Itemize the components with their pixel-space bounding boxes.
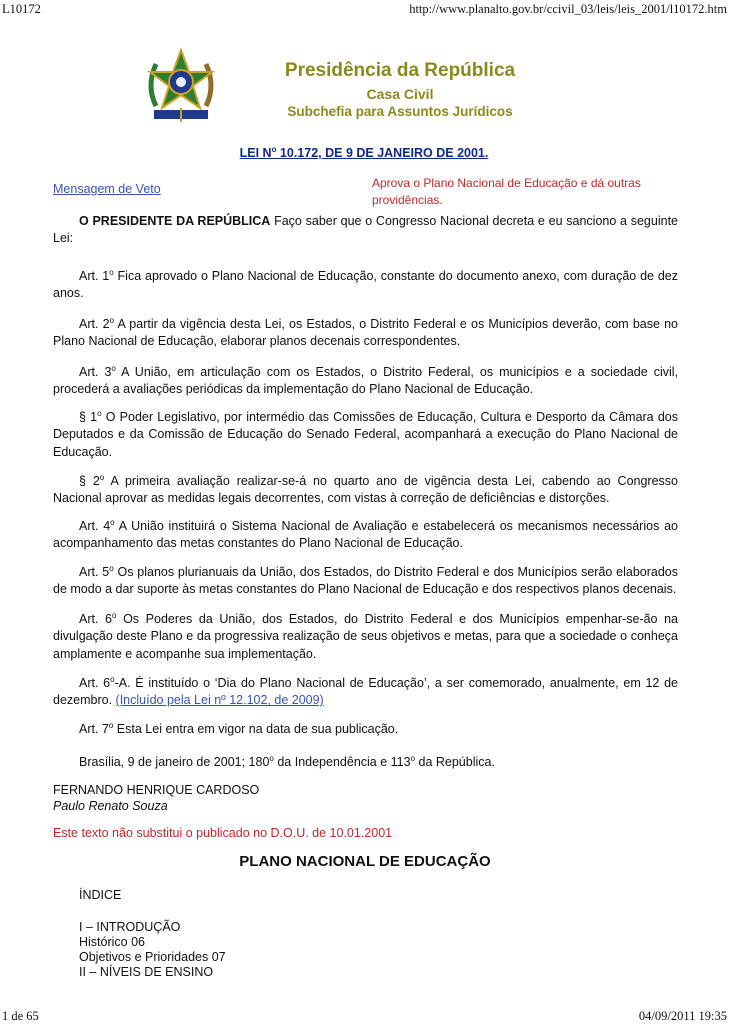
disclaimer: Este texto não substitui o publicado no D.O.U. de 10.01.2001 (53, 826, 393, 840)
law-summary: Aprova o Plano Nacional de Educação e dá outras providências. (372, 176, 641, 207)
index-item: I – INTRODUÇÃO (79, 920, 181, 934)
signature-minister: Paulo Renato Souza (53, 799, 168, 813)
print-timestamp: 04/09/2011 19:35 (638, 1009, 727, 1023)
print-header-url: http://www.planalto.gov.br/ccivil_03/leis/leis_2001/l10172.htm (409, 2, 727, 16)
subchefia-title: Subchefia para Assuntos Jurídicos (287, 104, 513, 119)
article: Art. 2$^o$ A partir da vigência desta Lei, os Estados, o Distrito Federal e os Municípios deverão, com base no Plano Nacional de Educação, elaborar planos decenais correspondentes. (53, 316, 679, 349)
article: Art. 3$^o$ A União, em articulação com os Estados, o Distrito Federal, os municípios e a sociedade civil, procederá a avaliações periódicas da implementação do Plano Nacional de Educação. (53, 364, 678, 397)
article: Art. 1$^o$ Fica aprovado o Plano Nacional de Educação, constante do documento anexo, com duração de dez anos. (53, 268, 678, 301)
paragraph: § 2$^o$ A primeira avaliação realizar-se-á no quarto ano de vigência desta Lei, cabendo ao Congresso Nacional aprovar as medidas legais decorrentes, com vistas à correção de deficiências e distorções. (53, 473, 678, 506)
page-count: 1 de 65 (2, 1009, 39, 1023)
index-item: Objetivos e Prioridades 07 (79, 950, 226, 964)
plan-title: PLANO NACIONAL DE EDUCAÇÃO (239, 853, 491, 870)
article: Art. 5$^o$ Os planos plurianuais da União, dos Estados, do Distrito Federal e dos Municípios serão elaborados de modo a dar suporte às metas constantes do Plano Nacional de Educação e dos respectivos planos decenais. (53, 564, 679, 597)
veto-message-link[interactable]: Mensagem de Veto (53, 182, 161, 196)
index-item: II – NÍVEIS DE ENSINO (79, 965, 214, 979)
amendment-link[interactable]: (Incluído pela Lei nº 12.102, de 2009) (115, 693, 324, 708)
article: Art. 4$^o$ A União instituirá o Sistema Nacional de Avaliação e estabelecerá os mecanismos necessários ao acompanhamento das metas constantes do Plano Nacional de Educação. (53, 518, 678, 551)
preamble: O PRESIDENTE DA REPÚBLICA Faço saber que o Congresso Nacional decreta e eu sanciono a seguinte Lei: (53, 214, 678, 246)
law-title-link[interactable]: LEI $N^o$ 10.172, DE 9 DE JANEIRO DE 2001. (239, 145, 489, 161)
article: Art. 6$^o$ Os Poderes da União, dos Estados, do Distrito Federal e dos Municípios empenhar-se-ão na divulgação deste Plano e da progressiva realização de seus objetivos e metas, para que a sociedade o conheça amplamente e acompanhe sua implementação. (53, 611, 678, 661)
preamble-president: O PRESIDENTE DA REPÚBLICA (79, 214, 271, 228)
index-heading: ÍNDICE (79, 888, 122, 902)
article: Art. 7$^o$ Esta Lei entra em vigor na data de sua publicação. (79, 721, 399, 737)
presidency-title: Presidência da República (284, 60, 516, 81)
index-item: Histórico 06 (79, 935, 145, 949)
paragraph: § 1$^o$ O Poder Legislativo, por intermédio das Comissões de Educação, Cultura e Desporto da Câmara dos Deputados e da Comissão de Educação do Senado Federal, acompanhará a execução do Plano Nacional de Educação. (53, 409, 678, 459)
signature-president: FERNANDO HENRIQUE CARDOSO (53, 783, 260, 797)
date-line: Brasília, 9 de janeiro de 2001; 180$^o$ da Independência e 113$^o$ da República. (79, 754, 495, 770)
print-header-title: L10172 (2, 2, 41, 16)
casa-civil-title: Casa Civil (366, 86, 434, 102)
article: Art. 6$^o$-A. É instituído o ‘Dia do Plano Nacional de Educação’, a ser comemorado, anualmente, em 12 de dezembro. (Incluído pela Lei nº 12.102, de 2009) (53, 675, 678, 708)
